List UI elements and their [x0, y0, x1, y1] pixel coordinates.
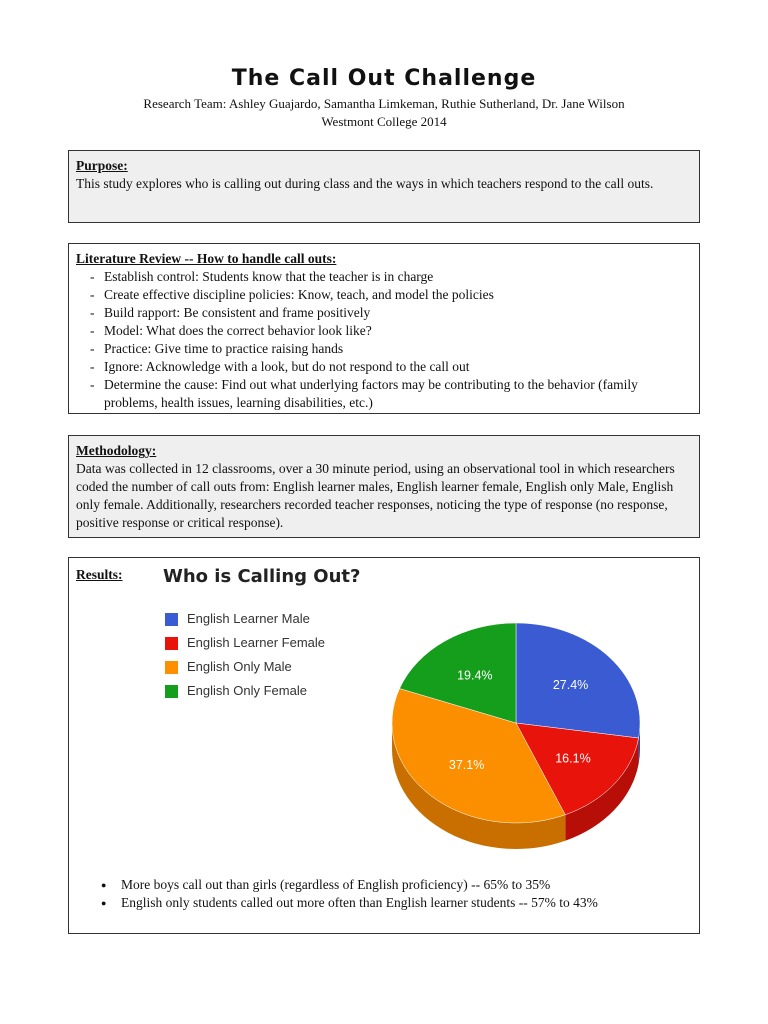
pie-data-label: 16.1% — [555, 751, 591, 766]
literature-item: - Build rapport: Be consistent and frame positively — [90, 304, 692, 322]
purpose-box — [68, 150, 700, 223]
research-team: Research Team: Ashley Guajardo, Samantha Limkeman, Ruthie Sutherland, Dr. Jane Wilson — [143, 96, 625, 111]
legend-label: English Learner Male — [187, 611, 310, 626]
result-bullet: ● More boys call out than girls (regardless of English proficiency) -- 65% to 35% — [101, 876, 598, 894]
results-heading: Results: — [76, 567, 123, 582]
results-box — [68, 557, 700, 934]
results-bullets — [101, 876, 598, 912]
legend-label: English Learner Female — [187, 635, 326, 650]
legend-swatch — [165, 685, 178, 698]
legend-swatch — [165, 661, 178, 674]
page-title: The Call Out Challenge — [231, 66, 537, 91]
literature-item: - Model: What does the correct behavior look like? — [90, 322, 692, 340]
purpose-text: This study explores who is calling out during class and the ways in which teachers respond to the call outs. — [76, 176, 654, 191]
legend-item — [165, 658, 327, 676]
literature-box — [68, 243, 700, 414]
literature-item: - Ignore: Acknowledge with a look, but do not respond to the call out — [90, 358, 692, 376]
legend-label: English Only Female — [187, 683, 307, 698]
legend-swatch — [165, 637, 178, 650]
pie-chart — [313, 620, 653, 860]
legend-item — [165, 634, 327, 652]
pie-data-label: 27.4% — [552, 678, 589, 693]
pie-data-label: 19.4% — [457, 668, 493, 683]
chart-legend — [165, 610, 327, 706]
chart-title: Who is Calling Out? — [163, 566, 361, 587]
legend-label: English Only Male — [187, 659, 292, 674]
institution: Westmont College 2014 — [321, 114, 447, 129]
result-bullet: ● English only students called out more often than English learner students -- 57% to 43% — [101, 894, 598, 912]
legend-item — [165, 610, 327, 628]
literature-heading: Literature Review -- How to handle call outs: — [76, 251, 337, 266]
pie-data-label: 37.1% — [448, 758, 485, 773]
literature-item: - Establish control: Students know that the teacher is in charge — [90, 268, 692, 286]
legend-item — [165, 682, 327, 700]
methodology-heading: Methodology: — [76, 443, 157, 458]
legend-swatch — [165, 613, 178, 626]
methodology-box — [68, 435, 700, 538]
purpose-heading: Purpose: — [76, 158, 128, 173]
methodology-text: Data was collected in 12 classrooms, over a 30 minute period, using an observational tool in which researchers coded the number of call outs from: English learner males, English learner female, English only Male, English only female. Additionally, researchers recorded teacher responses, noticing the type of response (no response, positive response or critical response). — [76, 461, 675, 530]
literature-item: - Practice: Give time to practice raising hands — [90, 340, 692, 358]
literature-item: - Determine the cause: Find out what underlying factors may be contributing to the behavior (family problems, health issues, learning disabilities, etc.) — [90, 376, 692, 412]
literature-list — [76, 268, 692, 412]
literature-item: - Create effective discipline policies: Know, teach, and model the policies — [90, 286, 692, 304]
